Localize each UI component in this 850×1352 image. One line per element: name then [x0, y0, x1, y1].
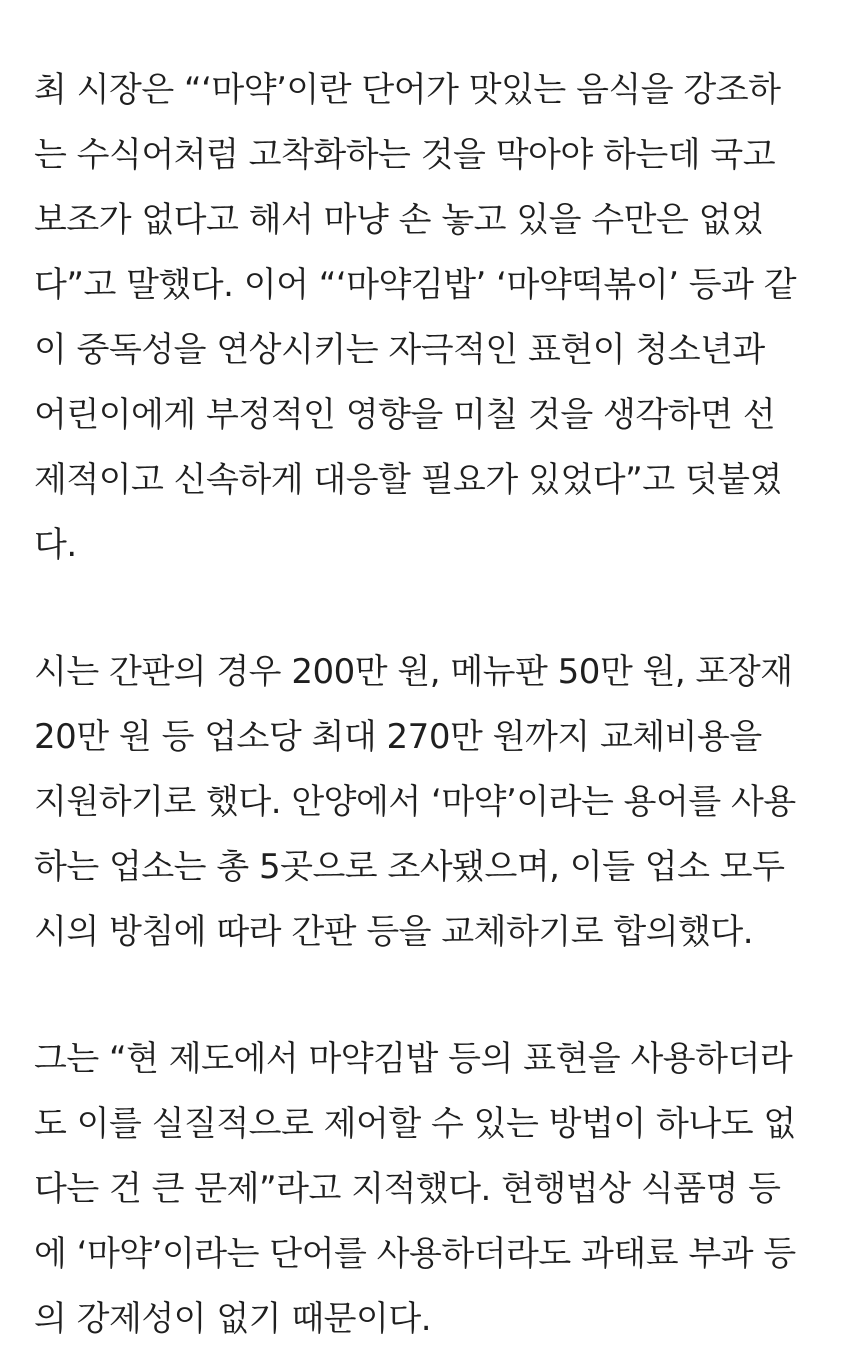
- article-body: [34, 58, 824, 1352]
- text-line: 지원하기로 했다. 안양에서 ‘마약’이라는 용어를 사용: [34, 782, 796, 822]
- text-line: 다”고 말했다. 이어 “‘마약김밥’ ‘마약떡볶이’ 등과 같: [34, 265, 797, 305]
- text-line: 그는 “현 제도에서 마약김밥 등의 표현을 사용하더라: [34, 1039, 793, 1079]
- text-line: 다는 건 큰 문제”라고 지적했다. 현행법상 식품명 등: [34, 1169, 781, 1209]
- text-line: 의 강제성이 없기 때문이다.: [34, 1299, 432, 1339]
- paragraph-3: [34, 1027, 824, 1352]
- text-line: 하는 업소는 총 5곳으로 조사됐으며, 이들 업소 모두: [34, 847, 785, 887]
- paragraph-spacer: [34, 578, 824, 640]
- text-line: 시는 간판의 경우 200만 원, 메뉴판 50만 원, 포장재: [34, 652, 793, 692]
- paragraph-spacer: [34, 965, 824, 1027]
- text-line: 에 ‘마약’이라는 단어를 사용하더라도 과태료 부과 등: [34, 1234, 796, 1274]
- text-line: 어린이에게 부정적인 영향을 미칠 것을 생각하면 선: [34, 395, 776, 435]
- text-line: 이 중독성을 연상시키는 자극적인 표현이 청소년과: [34, 330, 765, 370]
- text-line: 다.: [34, 525, 77, 565]
- text-line: 제적이고 신속하게 대응할 필요가 있었다”고 덧붙였: [34, 460, 782, 500]
- paragraph-1: [34, 58, 824, 578]
- text-line: 최 시장은 “‘마약’이란 단어가 맛있는 음식을 강조하: [34, 70, 781, 110]
- text-line: 도 이를 실질적으로 제어할 수 있는 방법이 하나도 없: [34, 1104, 796, 1144]
- text-line: 20만 원 등 업소당 최대 270만 원까지 교체비용을: [34, 717, 762, 757]
- text-line: 보조가 없다고 해서 마냥 손 놓고 있을 수만은 없었: [34, 200, 764, 240]
- text-line: 는 수식어처럼 고착화하는 것을 막아야 하는데 국고: [34, 135, 776, 175]
- paragraph-2: [34, 640, 824, 965]
- text-line: 시의 방침에 따라 간판 등을 교체하기로 합의했다.: [34, 912, 754, 952]
